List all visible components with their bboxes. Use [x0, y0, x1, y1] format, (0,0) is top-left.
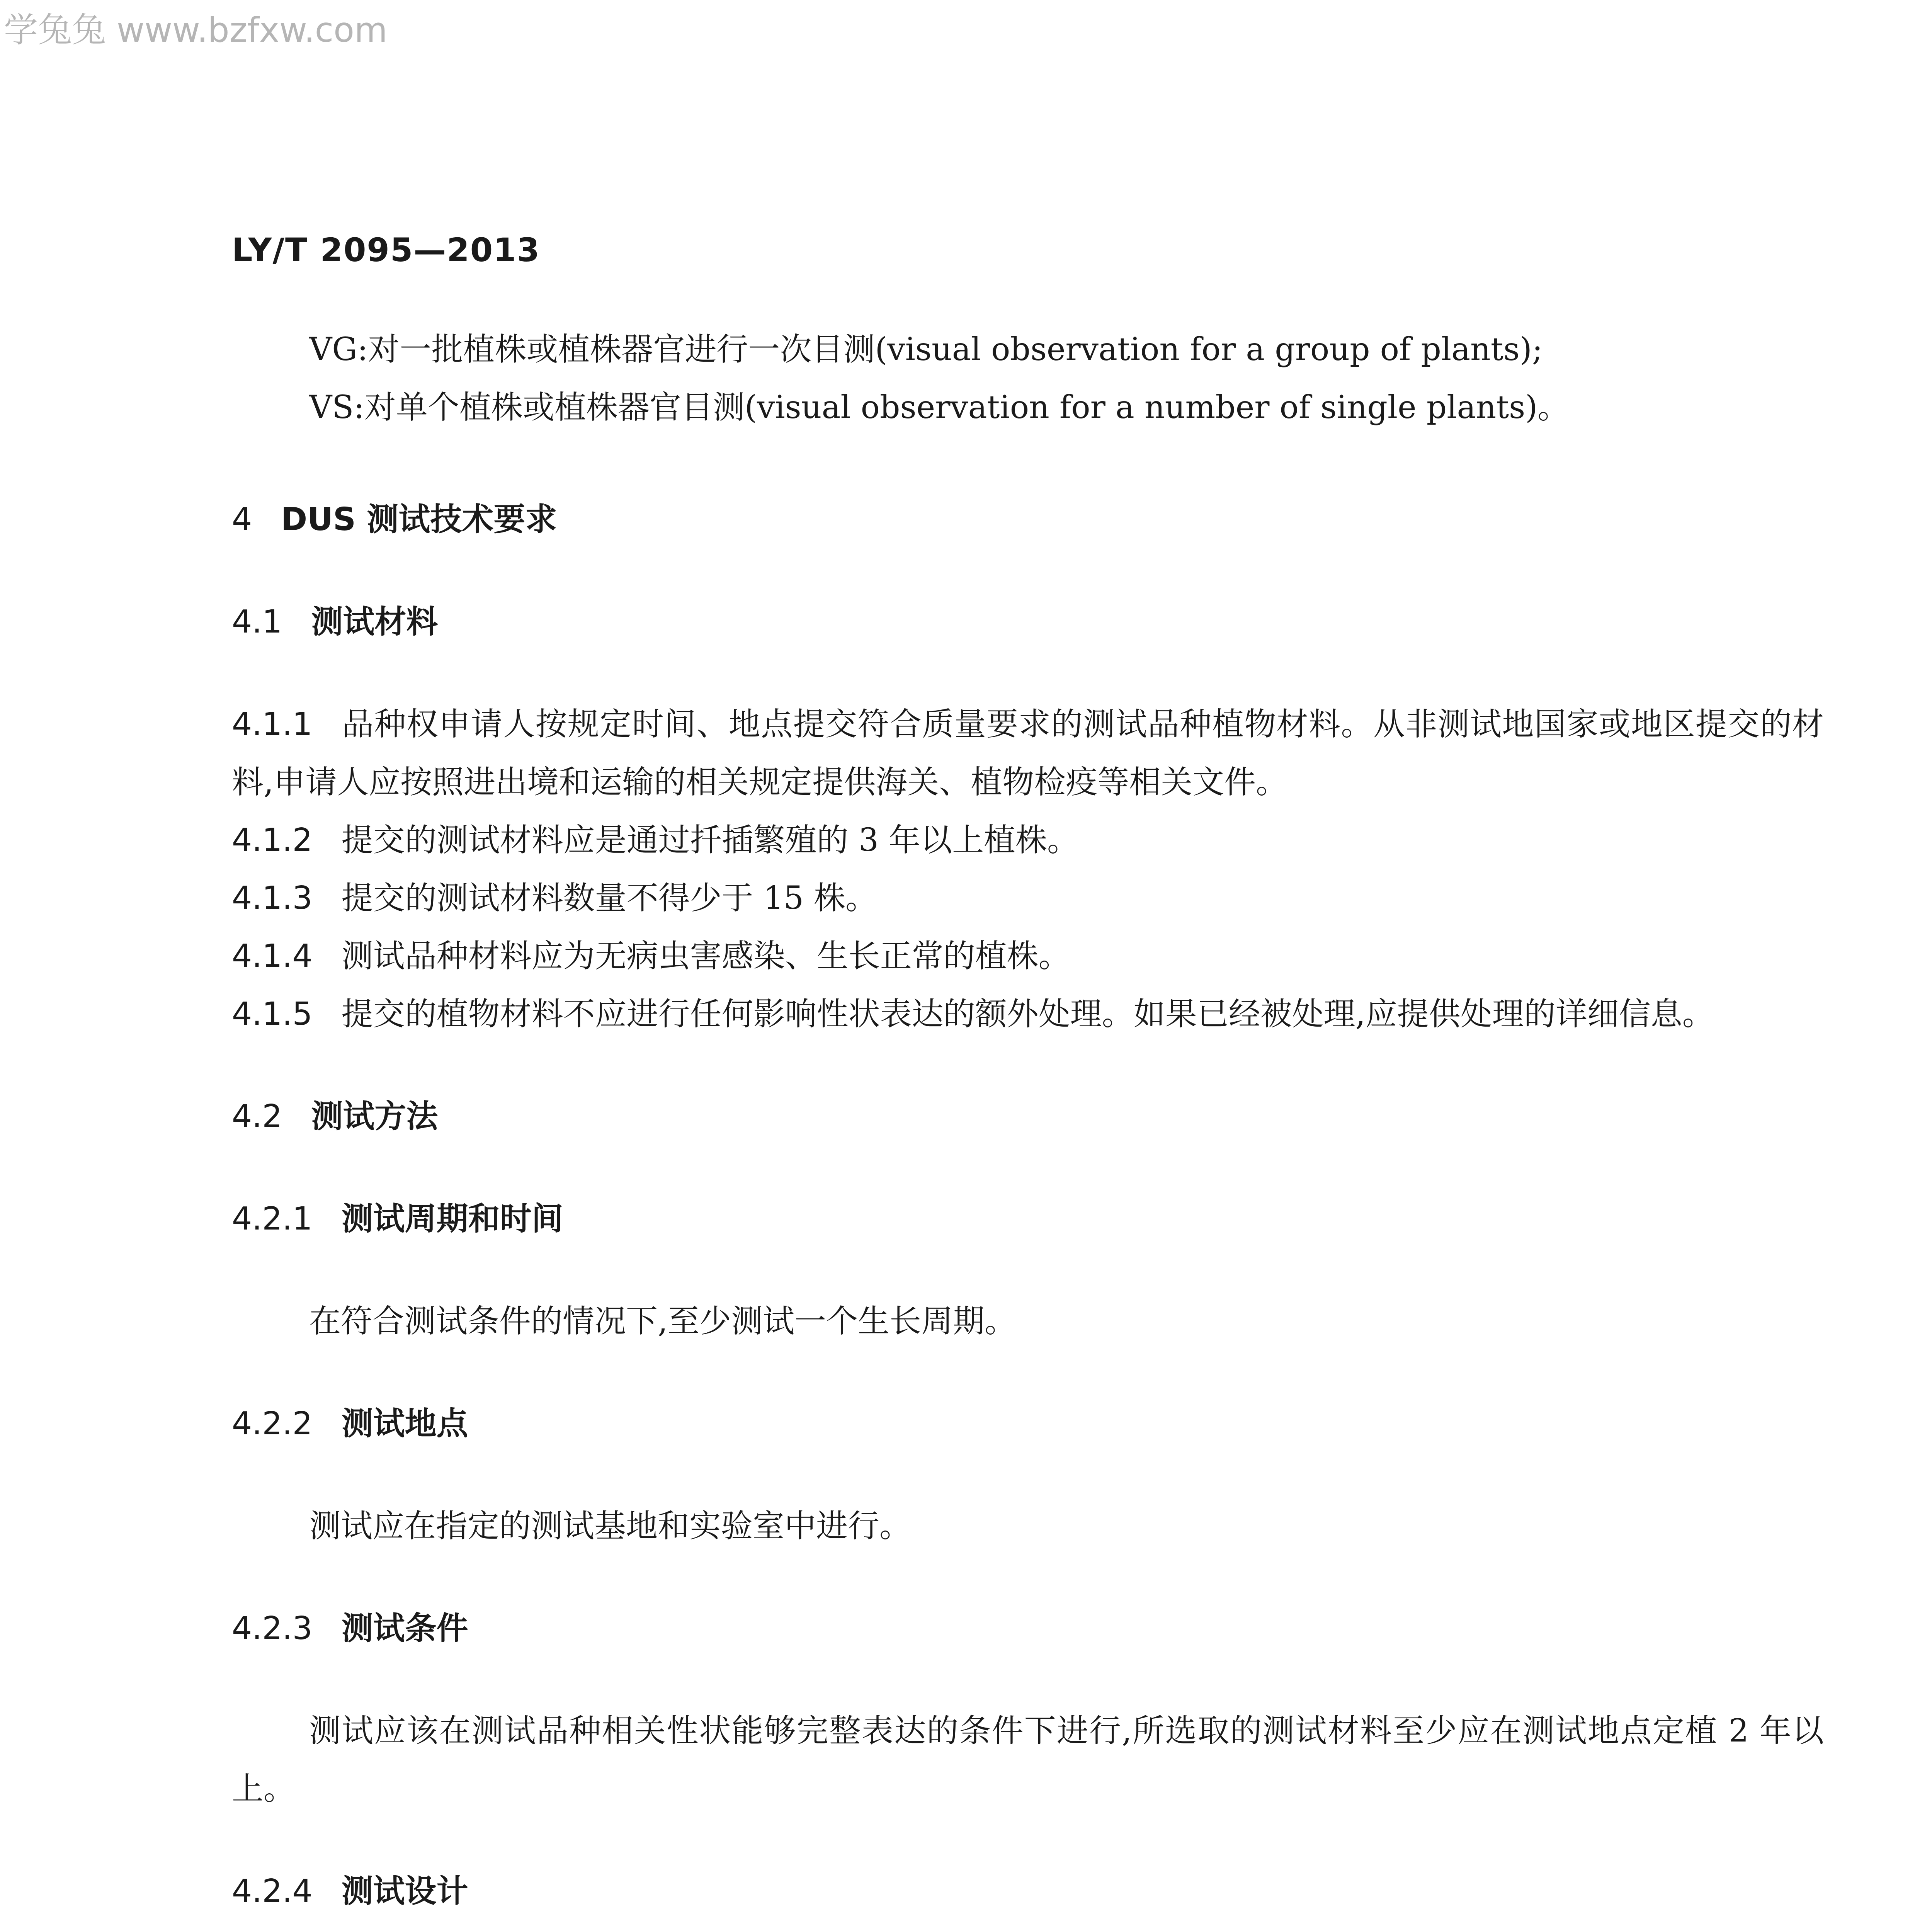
clause-number: 4.1.3 [232, 880, 313, 917]
paragraph-text: 测试应在指定的测试基地和实验室中进行。 [309, 1508, 912, 1544]
heading-text: 测试方法 [311, 1098, 438, 1135]
clause-number: 4.2 [232, 1098, 282, 1135]
clause-number: 4.1.1 [232, 706, 313, 743]
clause-number: 4.2.2 [232, 1405, 313, 1442]
heading-text: 测试条件 [341, 1610, 468, 1647]
section-heading [232, 1088, 1824, 1146]
paragraph-text: VG:对一批植株或植株器官进行一次目测(visual observation for a group of plants); [309, 331, 1543, 368]
section-heading [232, 1600, 1824, 1658]
paragraph [232, 985, 1824, 1043]
paragraph-text: 测试品种材料应为无病虫害感染、生长正常的植株。 [341, 938, 1070, 975]
section-heading [232, 1862, 1824, 1920]
heading-text: 测试材料 [311, 604, 438, 640]
paragraph [232, 927, 1824, 985]
paragraph-text: VS:对单个植株或植株器官目测(visual observation for a number of single plants)。 [309, 389, 1570, 426]
paragraph [232, 869, 1824, 927]
heading-text: 测试设计 [341, 1873, 468, 1910]
watermark: 学兔兔 www.bzfxw.com [4, 10, 388, 50]
paragraph [232, 1702, 1824, 1818]
section-heading [232, 491, 1824, 549]
section-heading [232, 1395, 1824, 1453]
section-heading [232, 1190, 1824, 1248]
clause-number: 4.2.4 [232, 1873, 313, 1910]
paragraph-text: 提交的测试材料数量不得少于 15 株。 [341, 880, 878, 917]
heading-text: DUS 测试技术要求 [281, 501, 557, 538]
paragraph [232, 379, 1824, 437]
section-heading [232, 593, 1824, 651]
paragraph-text: 品种权申请人按规定时间、地点提交符合质量要求的测试品种植物材料。从非测试地国家或地区提交的材料,申请人应按照进出境和运输的相关规定提供海关、植物检疫等相关文件。 [232, 706, 1824, 801]
paragraph-text: 在符合测试条件的情况下,至少测试一个生长周期。 [309, 1303, 1017, 1340]
clause-number: 4.1 [232, 604, 282, 640]
paragraph-text: 提交的测试材料应是通过扦插繁殖的 3 年以上植株。 [341, 822, 1079, 859]
standard-code: LY/T 2095—2013 [232, 231, 541, 269]
heading-text: 测试周期和时间 [341, 1201, 563, 1237]
clause-number: 4.1.2 [232, 822, 313, 859]
paragraph-text: 测试应该在测试品种相关性状能够完整表达的条件下进行,所选取的测试材料至少应在测试地点定植 2 年以上。 [232, 1713, 1824, 1807]
heading-text: 测试地点 [341, 1405, 468, 1442]
paragraph [232, 321, 1824, 379]
clause-number: 4.1.4 [232, 938, 313, 975]
clause-number: 4.1.5 [232, 996, 313, 1032]
clause-number: 4.2.3 [232, 1610, 313, 1647]
paragraph [232, 1293, 1824, 1350]
paragraph [232, 696, 1824, 811]
document-body [232, 321, 1824, 1932]
paragraph [232, 1497, 1824, 1555]
paragraph-text: 提交的植物材料不应进行任何影响性状表达的额外处理。如果已经被处理,应提供处理的详细信息。 [341, 996, 1714, 1032]
clause-number: 4.2.1 [232, 1201, 313, 1237]
paragraph [232, 811, 1824, 869]
clause-number: 4 [232, 501, 252, 538]
